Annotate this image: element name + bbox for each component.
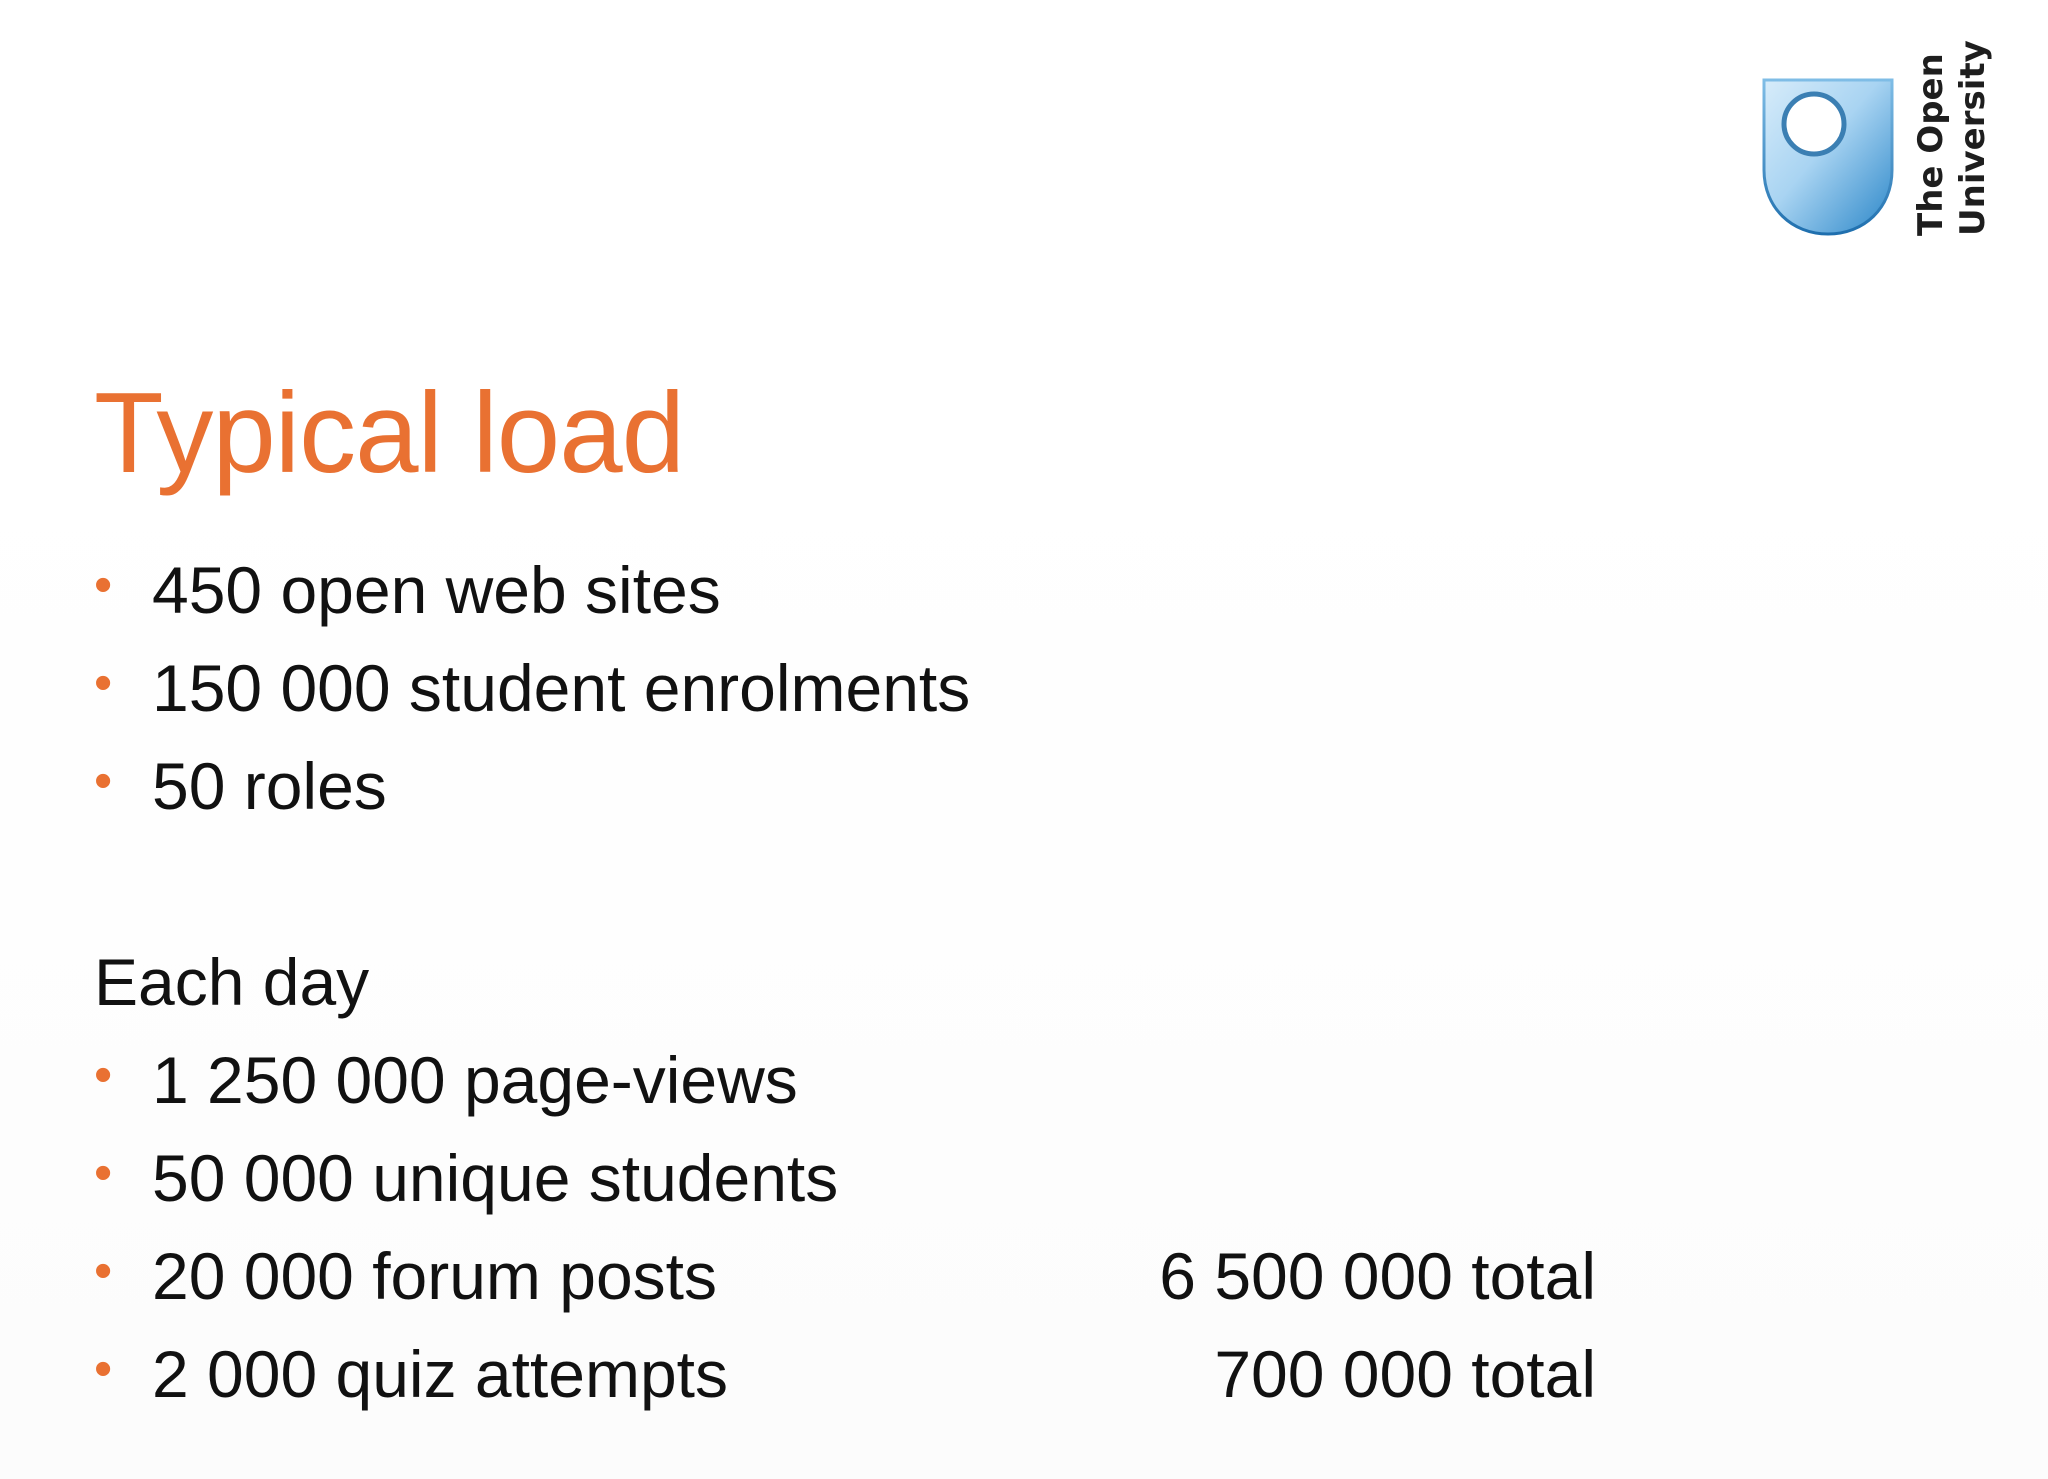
- logo-line-2: University: [1953, 40, 1993, 236]
- list-item-label: 50 000 unique students: [152, 1141, 839, 1215]
- bullet-icon: •: [94, 1046, 113, 1104]
- list-item-label: 20 000 forum posts: [152, 1239, 717, 1313]
- list-item-label: 2 000 quiz attempts: [152, 1337, 729, 1411]
- section-heading: Each day: [94, 945, 370, 1019]
- bullet-icon: •: [94, 556, 113, 614]
- bullet-icon: •: [94, 1242, 113, 1300]
- bullet-icon: •: [94, 1340, 113, 1398]
- list-item-total: 6 500 000 total: [1159, 1239, 1596, 1313]
- list-item-label: 150 000 student enrolments: [152, 651, 971, 725]
- logo-wordmark: [1904, 40, 1994, 238]
- logo-line-1: The Open: [1911, 53, 1951, 236]
- bullet-icon: •: [94, 1144, 113, 1202]
- open-university-shield-icon: [1760, 76, 1896, 238]
- open-university-logo: [1760, 40, 2000, 246]
- list-item-total: 700 000 total: [1214, 1337, 1596, 1411]
- list-item-label: 1 250 000 page-views: [152, 1043, 798, 1117]
- bullet-icon: •: [94, 752, 113, 810]
- slide-title: Typical load: [94, 370, 685, 497]
- list-item-label: 450 open web sites: [152, 553, 721, 627]
- bullet-icon: •: [94, 654, 113, 712]
- list-item-label: 50 roles: [152, 749, 387, 823]
